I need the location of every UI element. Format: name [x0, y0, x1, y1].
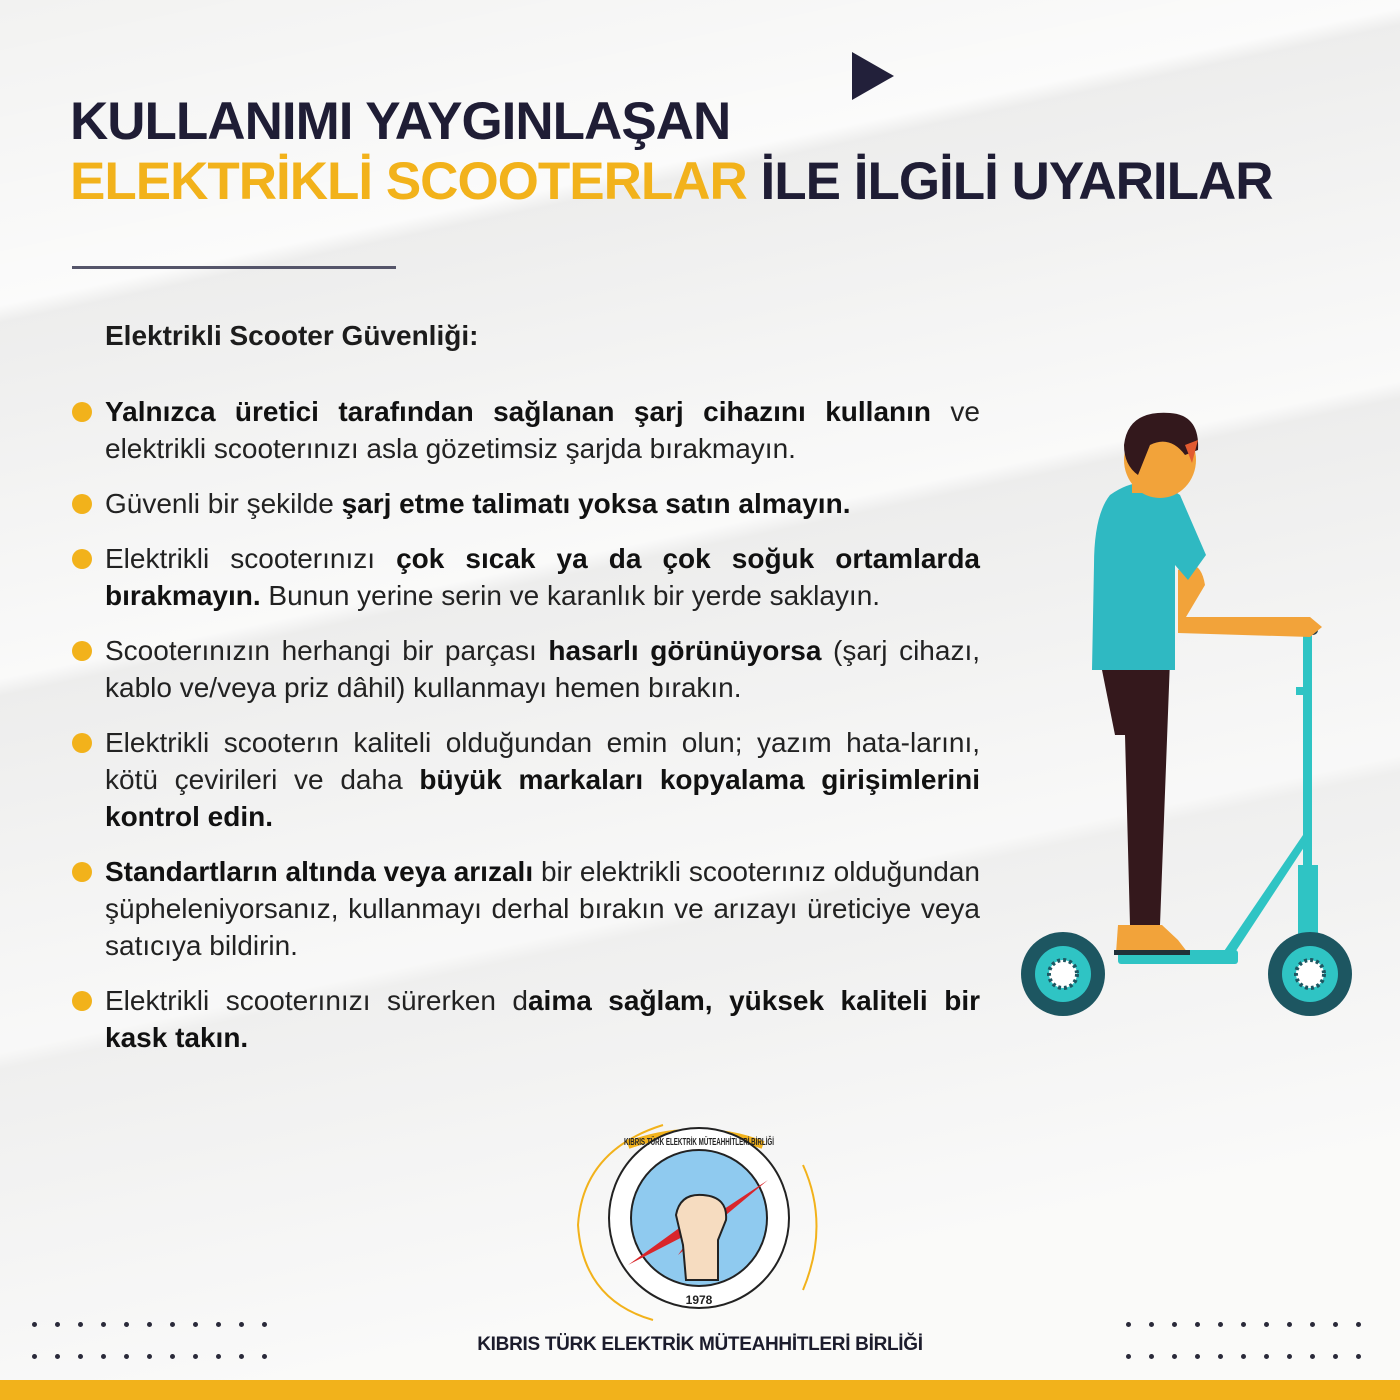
decorative-dot [1333, 1354, 1338, 1359]
tip-text: Scooterınızın herhangi bir parçası [105, 635, 549, 666]
tip-text: Bunun yerine serin ve karanlık bir yerde saklayın. [260, 580, 881, 611]
title-line-2 [70, 152, 1273, 212]
tip-item [70, 485, 980, 522]
tip-text: Elektrikli scooterınızı [105, 543, 397, 574]
tip-text: Güvenli bir şekilde [105, 488, 342, 519]
person-on-scooter-illustration [1010, 405, 1370, 1025]
decorative-dot [1218, 1354, 1223, 1359]
decorative-dot [124, 1354, 129, 1359]
decorative-dot [1195, 1354, 1200, 1359]
bullet-dot-icon [72, 549, 92, 569]
title-line-1: KULLANIMI YAYGINLAŞAN [70, 92, 731, 151]
section-subheading: Elektrikli Scooter Güvenliği: [105, 320, 479, 351]
page-title [70, 92, 1273, 212]
union-logo [568, 1105, 866, 1327]
decorative-dot [1241, 1322, 1246, 1327]
person-illustration [1092, 413, 1322, 955]
tip-text: Elektrikli scooterın kaliteli olduğundan emin olun; yazım hata-larını, kötü çevirileri ve daha [105, 727, 980, 795]
tip-item [70, 853, 980, 964]
tip-bold-text: hasarlı görünüyorsa [548, 635, 822, 666]
tip-bold-text: çok sıcak ya da çok soğuk ortamlarda bırakmayın. [105, 543, 981, 611]
decorative-dot [170, 1322, 175, 1327]
decorative-dot [193, 1354, 198, 1359]
decorative-dot [55, 1322, 60, 1327]
decorative-dot [1172, 1322, 1177, 1327]
decorative-dot [1172, 1354, 1177, 1359]
decorative-dot [78, 1354, 83, 1359]
decorative-dot [262, 1322, 267, 1327]
decorative-dot [32, 1354, 37, 1359]
bullet-dot-icon [72, 862, 92, 882]
tip-text: ve elektrikli scooterınızı asla gözetimsiz şarjda bırakmayın. [105, 396, 980, 464]
decorative-dot [216, 1354, 221, 1359]
decorative-dot [1310, 1322, 1315, 1327]
scooter-illustration [1021, 623, 1352, 1016]
decorative-dot [1149, 1354, 1154, 1359]
tip-item [70, 982, 980, 1056]
decorative-dot [1126, 1322, 1131, 1327]
tip-item [70, 393, 980, 467]
decorative-dot [1333, 1322, 1338, 1327]
bullet-dot-icon [72, 991, 92, 1011]
decorative-dot [1241, 1354, 1246, 1359]
decorative-dot [55, 1354, 60, 1359]
organization-name: KIBRIS TÜRK ELEKTRİK MÜTEAHHİTLERİ BİRLİĞİ [477, 1334, 923, 1355]
logo-year: 1978 [685, 1293, 713, 1307]
decorative-dot [262, 1354, 267, 1359]
bullet-dot-icon [72, 733, 92, 753]
safety-tips-list [70, 393, 980, 1074]
bullet-dot-icon [72, 402, 92, 422]
bullet-dot-icon [72, 494, 92, 514]
decorative-dot [1195, 1322, 1200, 1327]
decorative-dot [101, 1322, 106, 1327]
decorative-dot [239, 1354, 244, 1359]
title-accent-text: ELEKTRİKLİ SCOOTERLAR [70, 152, 747, 211]
decorative-dot [1287, 1322, 1292, 1327]
decorative-dot [1356, 1322, 1361, 1327]
decorative-dot [32, 1322, 37, 1327]
decorative-dot [1264, 1322, 1269, 1327]
tip-bold-text: şarj etme talimatı yoksa satın almayın. [341, 488, 851, 519]
bullet-dot-icon [72, 641, 92, 661]
tip-bold-text: büyük markaları kopyalama girişimlerini kontrol edin. [105, 764, 981, 832]
tip-item [70, 724, 980, 835]
decorative-dot [78, 1322, 83, 1327]
tip-bold-text: Yalnızca üretici tarafından sağlanan şarj cihazını kullanın [105, 396, 932, 427]
decorative-dot [147, 1322, 152, 1327]
decorative-dot [1218, 1322, 1223, 1327]
decorative-dot [170, 1354, 175, 1359]
decorative-dot [124, 1322, 129, 1327]
title-dark-text: İLE İLGİLİ UYARILAR [746, 152, 1273, 211]
tip-text: (şarj cihazı, kablo ve/veya priz dâhil) kullanmayı hemen bırakın. [105, 635, 981, 703]
decorative-dot [1310, 1354, 1315, 1359]
decorative-dot [147, 1354, 152, 1359]
tip-item [70, 632, 980, 706]
tip-bold-text: aima sağlam, yüksek kaliteli bir kask takın. [105, 985, 980, 1053]
logo-ring-text: KIBRIS TÜRK ELEKTRİK MÜTEAHHİTLERİ BİRLİĞİ [624, 1137, 866, 1148]
decorative-dot [193, 1322, 198, 1327]
decorative-dot [239, 1322, 244, 1327]
tip-text: bir elektrikli scooterınız olduğundan şüpheleniyorsanız, kullanmayı derhal bırakın ve arızayı üreticiye veya satıcıya bildirin. [105, 856, 981, 961]
decorative-dots-right [1126, 1322, 1376, 1368]
tip-text: Elektrikli scooterınızı sürerken d [105, 985, 528, 1016]
decorative-dots-left [32, 1322, 282, 1368]
tip-bold-text: Standartların altında veya arızalı [105, 856, 534, 887]
bottom-accent-bar [0, 1380, 1400, 1400]
tip-item [70, 540, 980, 614]
decorative-dot [101, 1354, 106, 1359]
title-divider [72, 266, 396, 269]
decorative-dot [1149, 1322, 1154, 1327]
decorative-dot [1126, 1354, 1131, 1359]
decorative-dot [1287, 1354, 1292, 1359]
decorative-dot [1264, 1354, 1269, 1359]
decorative-dot [216, 1322, 221, 1327]
decorative-dot [1356, 1354, 1361, 1359]
